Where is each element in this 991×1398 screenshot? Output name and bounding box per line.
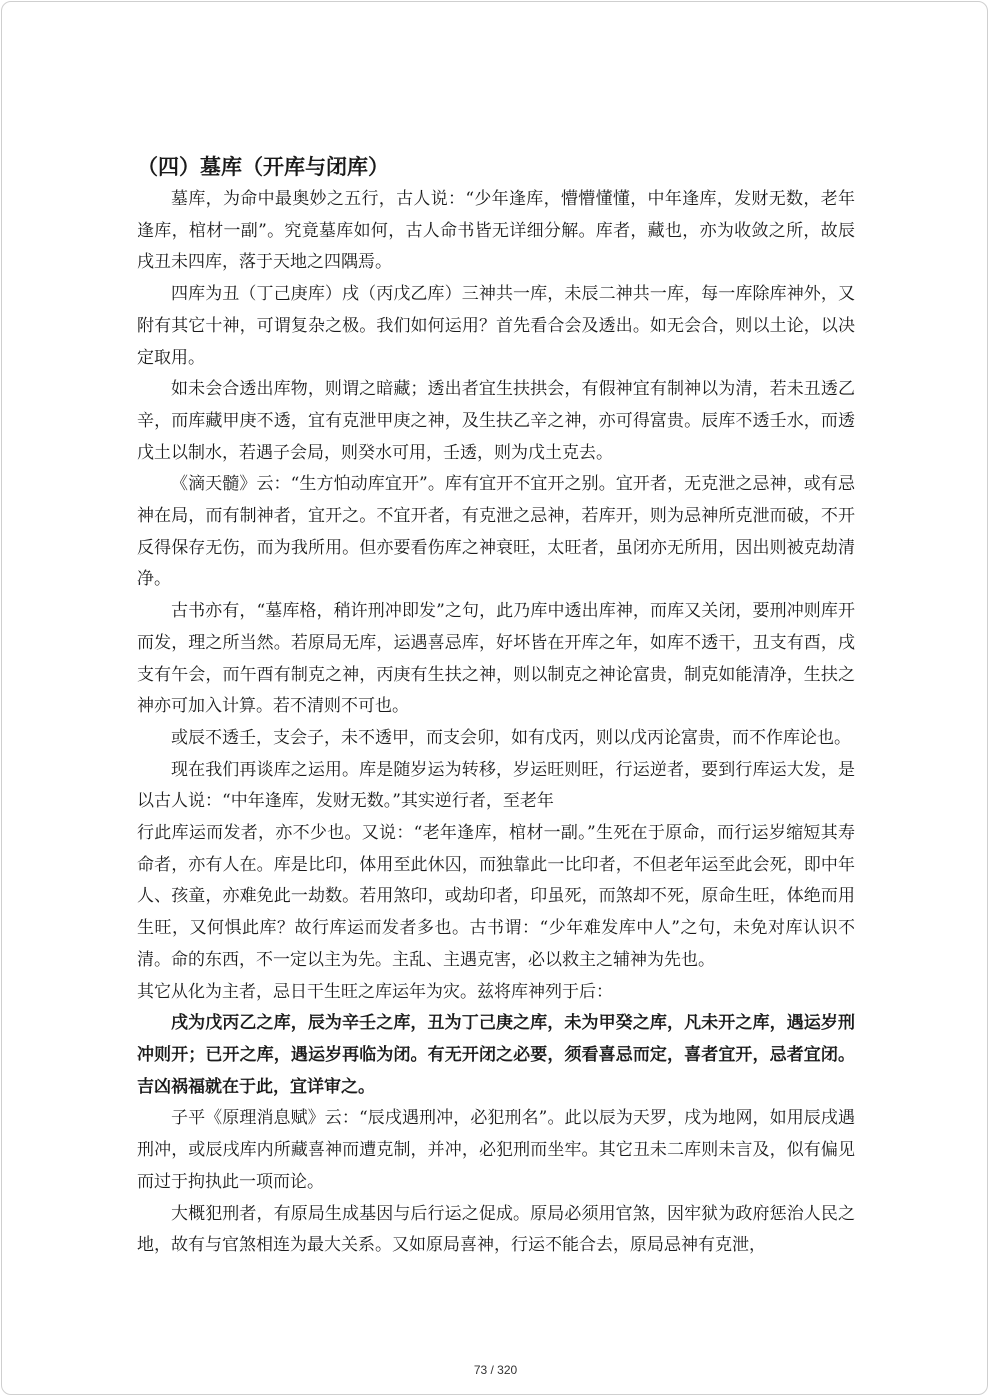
- document-body: [137, 152, 855, 1262]
- body-paragraph: 墓库，为命中最奥妙之五行，古人说：“少年逢库，懵懵懂懂，中年逢库，发财无数，老年逢库，棺材一副”。究竟墓库如何，古人命书皆无详细分解。库者，藏也，亦为收敛之所，故辰戌丑未四库，落于天地之四隅焉。: [137, 189, 855, 273]
- body-paragraph: 现在我们再谈库之运用。库是随岁运为转移，岁运旺则旺，行运逆者，要到行库运大发，是以古人说：“中年逢库，发财无数。”其实逆行者，至老年: [137, 759, 855, 812]
- body-paragraph: 古书亦有，“墓库格，稍许刑冲即发”之句，此乃库中透出库神，而库又关闭，要刑冲则库开而发，理之所当然。若原局无库，运遇喜忌库，好坏皆在开库之年，如库不透干，丑支有酉，戌支有午会，而午酉有制克之神，丙庚有生扶之神，则以制克之神论富贵，制克如能清净，生扶之神亦可加入计算。若不清则不可也。: [137, 601, 855, 717]
- body-paragraph: 行此库运而发者，亦不少也。又说：“老年逢库，棺材一副。”生死在于原命，而行运岁缩短其寿命者，亦有人在。库是比印，体用至此休囚，而独靠此一比印者，不但老年运至此会死，即中年人、孩童，亦难免此一劫数。若用煞印，或劫印者，印虽死，而煞却不死，原命生旺，体绝而用生旺，又何惧此库？故行库运而发者多也。古书谓：“少年难发库中人”之句，未免对库认识不清。命的东西，不一定以主为先。主乱、主遇克害，必以救主之辅神为先也。: [137, 823, 855, 970]
- body-paragraph: 戌为戊丙乙之库，辰为辛壬之库，丑为丁己庚之库，未为甲癸之库，凡未开之库，遇运岁刑冲则开；已开之库，遇运岁再临为闭。有无开闭之必要，须看喜忌而定，喜者宜开，忌者宜闭。吉凶祸福就在于此，宜详审之。: [137, 1013, 855, 1097]
- body-paragraph: 或辰不透壬，支会子，未不透甲，而支会卯，如有戊丙，则以戊丙论富贵，而不作库论也。: [171, 727, 851, 748]
- section-heading: （四）墓库（开库与闭库）: [137, 155, 389, 179]
- body-paragraph: 大概犯刑者，有原局生成基因与后行运之促成。原局必须用官煞，因牢狱为政府惩治人民之地，故有与官煞相连为最大关系。又如原局喜神，行运不能合去，原局忌神有克泄，: [137, 1203, 855, 1256]
- body-paragraph: 四库为丑（丁己庚库）戌（丙戊乙库）三神共一库，未辰二神共一库，每一库除库神外，又附有其它十神，可谓复杂之极。我们如何运用？首先看合会及透出。如无会合，则以土论，以决定取用。: [137, 284, 855, 368]
- paragraph-list: [137, 184, 855, 1262]
- body-paragraph: 其它从化为主者，忌日干生旺之库运年为灾。兹将库神列于后：: [137, 981, 613, 1002]
- body-paragraph: 子平《原理消息赋》云：“辰戌遇刑冲，必犯刑名”。此以辰为天罗，戌为地网，如用辰戌遇刑冲，或辰戌库内所藏喜神而遭克制，并冲，必犯刑而坐牢。其它丑未二库则未言及，似有偏见而过于拘执此一项而论。: [137, 1108, 855, 1192]
- body-paragraph: 如未会合透出库物，则谓之暗藏；透出者宜生扶拱会，有假神宜有制神以为清，若未丑透乙辛，而库藏甲庚不透，宜有克泄甲庚之神，及生扶乙辛之神，亦可得富贵。辰库不透壬水，而透戊土以制水，若遇子会局，则癸水可用，壬透，则为戊土克去。: [137, 379, 855, 463]
- body-paragraph: 《滴天髓》云：“生方怕动库宜开”。库有宜开不宜开之别。宜开者，无克泄之忌神，或有忌神在局，而有制神者，宜开之。不宜开者，有克泄之忌神，若库开，则为忌神所克泄而破，不开反得保存无伤，而为我所用。但亦要看伤库之神衰旺，太旺者，虽闭亦无所用，因出则被克劫清净。: [137, 474, 855, 590]
- page-number: 73 / 320: [473, 1363, 518, 1377]
